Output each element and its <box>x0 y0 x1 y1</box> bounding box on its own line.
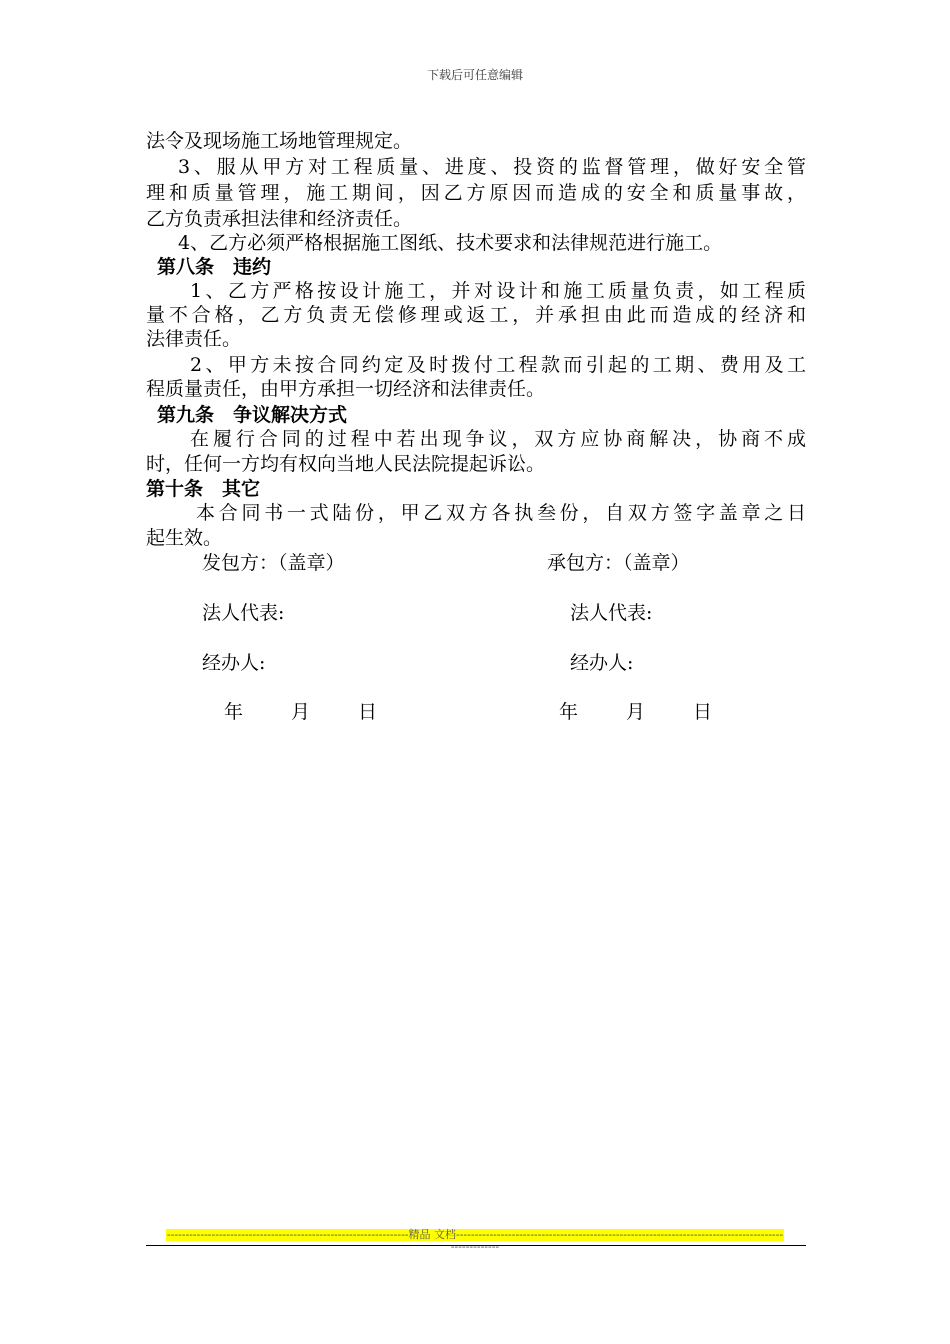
paragraph-line: 3、服从甲方对工程质量、进度、投资的监督管理，做好安全管 <box>178 156 806 178</box>
footer-rule <box>146 1245 806 1246</box>
left-date-day: 日 <box>358 701 378 723</box>
paragraph-line: 程质量责任，由甲方承担一切经济和法律责任。 <box>146 378 546 400</box>
footer-dashes-right: ----------------------------------------------------------------------------------------------------- <box>450 1228 784 1253</box>
footer-label: 精品 文档 <box>408 1228 456 1241</box>
header-note: 下载后可任意编辑 <box>426 68 523 82</box>
footer-highlight <box>166 1228 784 1253</box>
paragraph-line: 起生效。 <box>146 527 223 549</box>
paragraph-line: 1、乙方严格按设计施工，并对设计和施工质量负责，如工程质 <box>190 280 806 302</box>
paragraph-line: 时，任何一方均有权向当地人民法院提起诉讼。 <box>146 453 546 475</box>
left-party-seal: 发包方：（盖章） <box>202 552 345 574</box>
paragraph-line: 量不合格，乙方负责无偿修理或返工，并承担由此而造成的经济和 <box>146 304 806 326</box>
right-date-year: 年 <box>559 701 579 723</box>
left-legal-rep: 法人代表: <box>202 602 285 624</box>
right-legal-rep: 法人代表: <box>570 602 653 624</box>
right-agent: 经办人: <box>570 652 634 674</box>
section-heading-8: 第八条 违约 <box>157 256 272 278</box>
right-date-month: 月 <box>626 701 646 723</box>
footer-dashes-left: ----------------------------------------------------------------- <box>166 1228 409 1241</box>
paragraph-line: 理和质量管理，施工期间，因乙方原因而造成的安全和质量事故， <box>146 182 806 204</box>
paragraph-line: 在履行合同的过程中若出现争议，双方应协商解决，协商不成 <box>190 428 806 450</box>
right-party-seal: 承包方：（盖章） <box>547 552 690 574</box>
right-date-day: 日 <box>693 701 713 723</box>
paragraph-line: 本合同书一式陆份，甲乙双方各执叁份，自双方签字盖章之日 <box>196 502 806 524</box>
left-date-year: 年 <box>224 701 244 723</box>
left-agent: 经办人: <box>202 652 266 674</box>
paragraph-line: 4、乙方必须严格根据施工图纸、技术要求和法律规范进行施工。 <box>178 232 723 254</box>
left-date-month: 月 <box>291 701 311 723</box>
paragraph-line: 法令及现场施工场地管理规定。 <box>146 130 413 152</box>
paragraph-line: 2、甲方未按合同约定及时拨付工程款而引起的工期、费用及工 <box>190 354 806 376</box>
paragraph-line: 乙方负责承担法律和经济责任。 <box>146 208 413 230</box>
paragraph-line: 法律责任。 <box>146 328 242 350</box>
section-heading-10: 第十条 其它 <box>146 478 261 500</box>
section-heading-9: 第九条 争议解决方式 <box>157 404 348 426</box>
